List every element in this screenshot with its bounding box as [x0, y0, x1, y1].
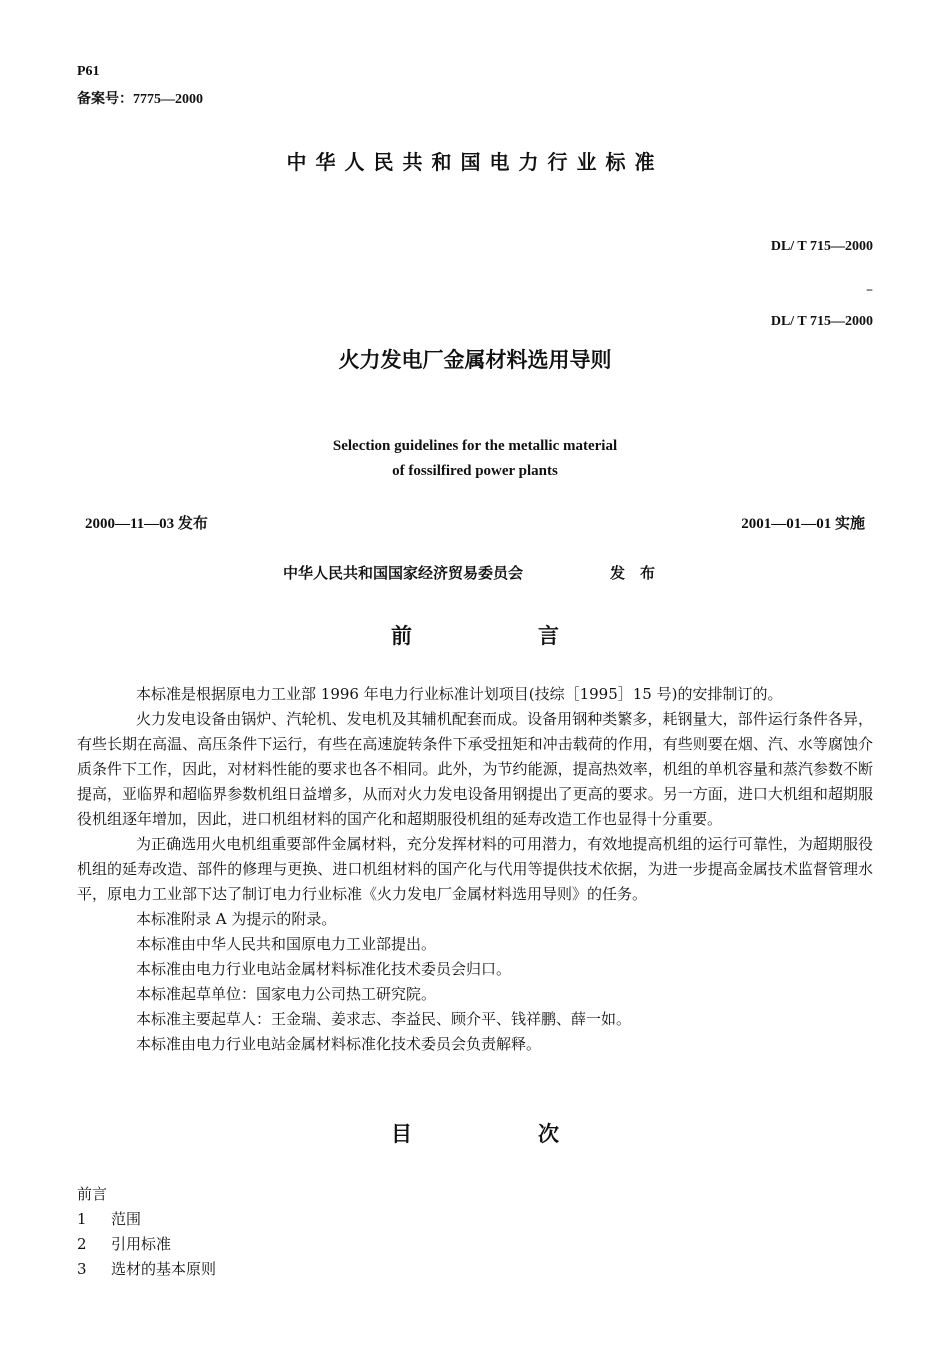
document-title-cn: 火力发电厂金属材料选用导则 — [338, 347, 612, 372]
issuing-action: 发 布 — [610, 564, 656, 582]
preface-paragraph: 本标准是根据原电力工业部 1996 年电力行业标准计划项目(技综［1995］15 号)的安排制订的。 — [136, 685, 783, 703]
table-of-contents — [77, 1182, 216, 1282]
separator-dash: – — [866, 282, 873, 298]
contents-title-char2: 次 — [538, 1121, 559, 1146]
preface-body — [77, 682, 873, 1057]
toc-item-label: 引用标准 — [111, 1235, 172, 1253]
record-number: 备案号：7775—2000 — [77, 92, 203, 107]
preface-paragraph: 本标准由电力行业电站金属材料标准化技术委员会归口。 — [136, 960, 512, 978]
preface-paragraph: 本标准附录 A 为提示的附录。 — [136, 910, 337, 928]
toc-item-label: 范围 — [111, 1210, 142, 1228]
preface-title-char2: 言 — [538, 623, 559, 648]
classification-code: P61 — [77, 64, 100, 79]
implementation-date: 2001—01—01 实施 — [741, 516, 865, 532]
issue-date: 2000—11—03 发布 — [85, 516, 208, 532]
preface-paragraph: 本标准主要起草人：王金瑞、姜求志、李益民、顾介平、钱祥鹏、薛一如。 — [136, 1010, 632, 1028]
contents-title-char1: 目 — [391, 1121, 412, 1146]
toc-item-number: 1 — [77, 1210, 87, 1228]
toc-item[interactable] — [77, 1207, 216, 1232]
toc-item-number: 2 — [77, 1235, 87, 1253]
preface-paragraph: 为正确选用火电机组重要部件金属材料，充分发挥材料的可用潜力，有效地提高机组的运行可靠性，为超期服役机组的延寿改造、部件的修理与更换、进口机组材料的国产化与代用等提供技术依据，为进一步提高金属技术监督管理水平，原电力工业部下达了制订电力行业标准《火力发电厂金属材料选用导则》的任务。 — [77, 835, 873, 903]
toc-item-preface[interactable]: 前言 — [77, 1185, 108, 1203]
preface-title-char1: 前 — [391, 623, 412, 648]
preface-paragraph: 本标准起草单位：国家电力公司热工研究院。 — [136, 985, 437, 1003]
document-title-en-line2: of fossilfired power plants — [392, 463, 558, 479]
preface-paragraph: 火力发电设备由锅炉、汽轮机、发电机及其辅机配套而成。设备用钢种类繁多，耗钢量大，部件运行条件各异，有些长期在高温、高压条件下运行，有些在高速旋转条件下承受扭矩和冲击载荷的作用，有些则要在烟、汽、水等腐蚀介质条件下工作，因此，对材料性能的要求也各不相同。此外，为节约能源，提高热效率，机组的单机容量和蒸汽参数不断提高，亚临界和超临界参数机组日益增多，从而对火力发电设备用钢提出了更高的要求。另一方面，进口大机组和超期服役机组逐年增加，因此，进口机组材料的国产化和超期服役机组的延寿改造工作也显得十分重要。 — [77, 710, 873, 828]
issuing-authority: 中华人民共和国国家经济贸易委员会 — [283, 564, 524, 582]
toc-item[interactable] — [77, 1257, 216, 1282]
document-title-en-line1: Selection guidelines for the metallic material — [332, 438, 618, 454]
standard-code: DL/ T 715—2000 — [770, 314, 873, 329]
toc-item[interactable] — [77, 1232, 216, 1257]
preface-paragraph: 本标准由电力行业电站金属材料标准化技术委员会负责解释。 — [136, 1035, 542, 1053]
standard-category-title: 中华人民共和国电力行业标准 — [286, 150, 664, 174]
toc-item-number: 3 — [77, 1260, 87, 1278]
toc-item-label: 选材的基本原则 — [111, 1260, 217, 1278]
preface-paragraph: 本标准由中华人民共和国原电力工业部提出。 — [136, 935, 437, 953]
standard-code-top: DL/ T 715—2000 — [770, 239, 873, 254]
